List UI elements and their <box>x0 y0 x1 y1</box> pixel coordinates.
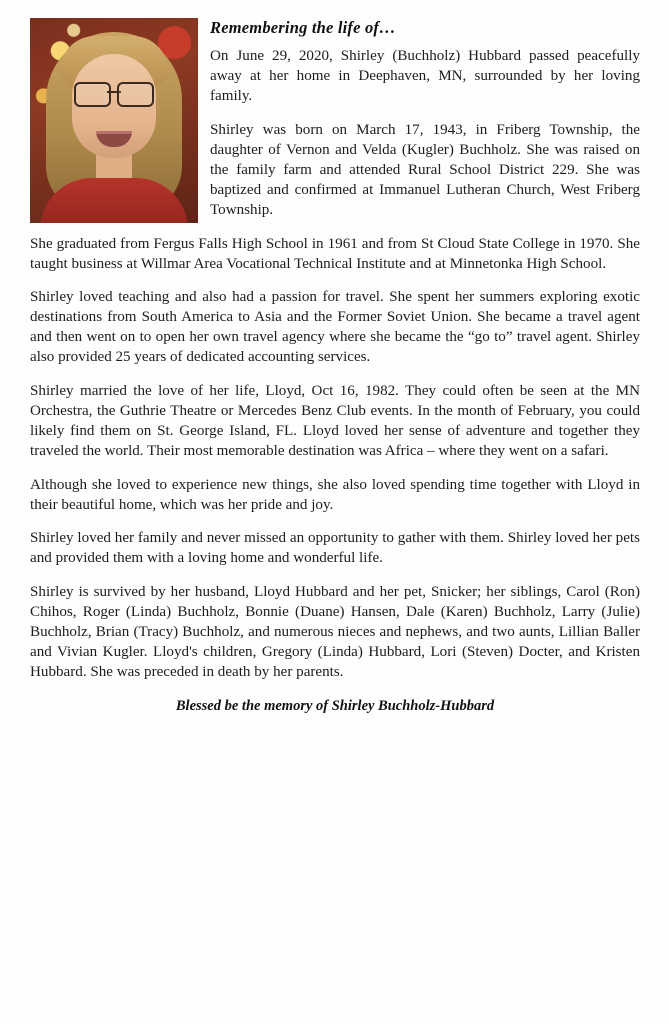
obituary-paragraph: Shirley loved teaching and also had a passion for travel. She spent her summers exploring exotic destinations from South America to Asia and the Former Soviet Union. She became a travel agent and then went on to open her own travel agency where she became the “go to” travel agent. Shirley also provided 25 years of dedicated accounting services. <box>30 289 640 366</box>
portrait-frame <box>30 18 198 223</box>
obituary-paragraph: Shirley loved her family and never missed an opportunity to gather with them. Shirley loved her pets and provided them with a loving home and wonderful life. <box>30 530 640 567</box>
closing-blessing: Blessed be the memory of Shirley Buchholz-Hubbard <box>175 698 495 715</box>
page-title: Remembering the life of… <box>210 18 396 37</box>
glasses-left-lens <box>74 82 111 107</box>
obituary-paragraph: Shirley is survived by her husband, Lloyd Hubbard and her pet, Snicker; her siblings, Carol (Ron) Chihos, Roger (Linda) Buchholz, Bonnie (Duane) Hansen, Dale (Karen) Buchholz, Larry (Julie) Buchholz, Brian (Tracy) Buchholz, and numerous nieces and nephews, and two aunts, Lillian Baller and Vivian Kugler. Lloyd's children, Gregory (Linda) Hubbard, Lori (Steven) Docter, and Kristen Hubbard. She was preceded in death by her parents. <box>30 583 640 681</box>
portrait-photo <box>30 18 198 223</box>
obituary-paragraph: Although she loved to experience new things, she also loved spending time together with Lloyd in their beautiful home, which was her pride and joy. <box>30 476 640 513</box>
obituary-content <box>30 18 640 1006</box>
glasses-icon <box>74 82 154 104</box>
glasses-right-lens <box>117 82 154 107</box>
obituary-paragraph: Shirley was born on March 17, 1943, in Friberg Township, the daughter of Vernon and Velda (Kugler) Buchholz. She was raised on the family farm and attended Rural School District 229. She was baptized and confirmed at Immanuel Lutheran Church, West Friberg Township. <box>210 121 640 218</box>
obituary-paragraph: Shirley married the love of her life, Lloyd, Oct 16, 1982. They could often be seen at the MN Orchestra, the Guthrie Theatre or Mercedes Benz Club events. In the month of February, you could likely find them on St. George Island, FL. Lloyd loved her sense of adventure and together they traveled the world. Their most memorable destination was Africa – where they went on a safari. <box>30 382 640 460</box>
obituary-paragraph: She graduated from Fergus Falls High School in 1961 and from St Cloud State College in 1970. She taught business at Willmar Area Vocational Technical Institute and at Minnetonka High School. <box>30 235 640 272</box>
obituary-paragraph: On June 29, 2020, Shirley (Buchholz) Hubbard passed peacefully away at her home in Deephaven, MN, surrounded by her loving family. <box>210 48 640 105</box>
